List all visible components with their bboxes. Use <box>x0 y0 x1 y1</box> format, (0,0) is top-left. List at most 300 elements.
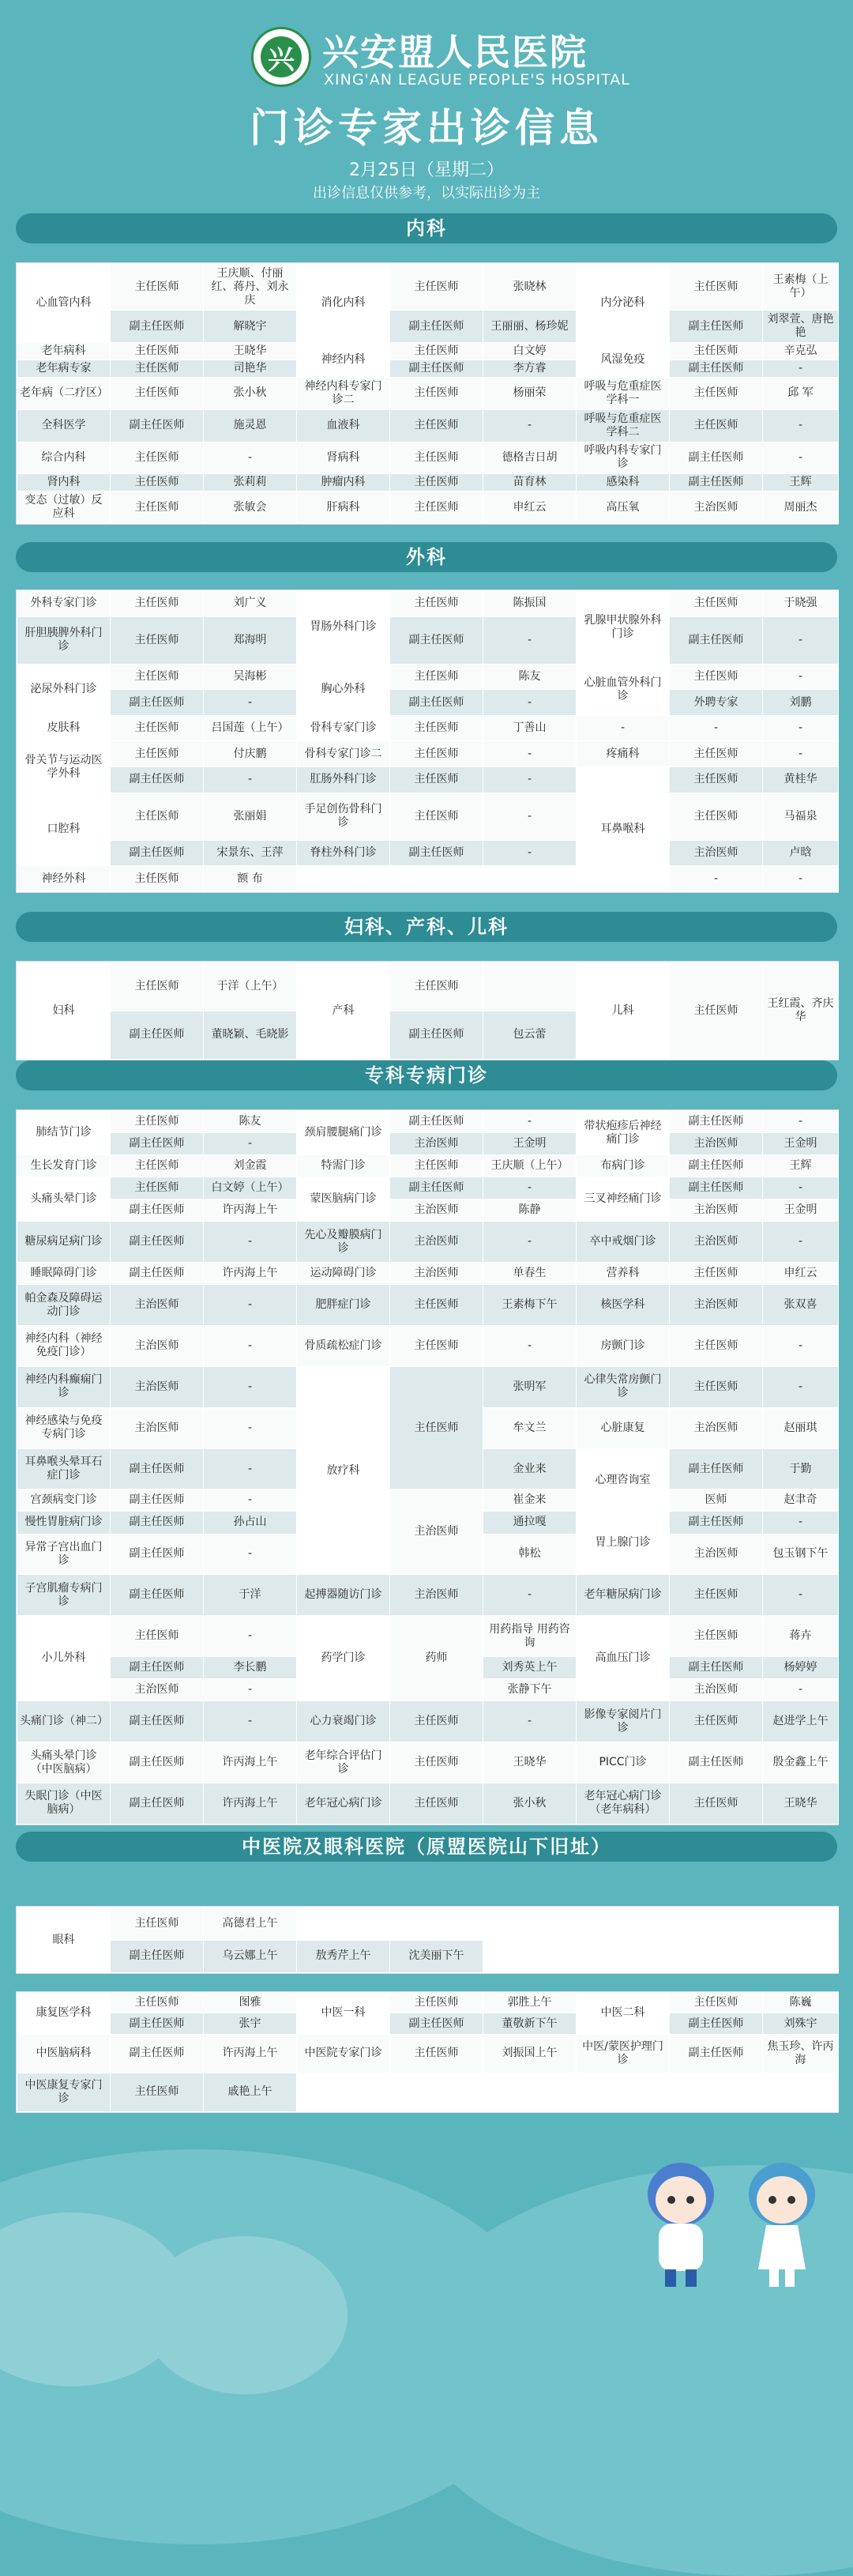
table-cell: - <box>204 1489 297 1512</box>
table-cell: 副主任医师 <box>390 1111 483 1133</box>
table-cell: 先心及瓣膜病门诊 <box>297 1222 390 1263</box>
table-cell: 董敬新下午 <box>483 2013 577 2034</box>
table-cell: 副主任医师 <box>111 1263 204 1285</box>
table-row <box>17 360 839 378</box>
table-row <box>17 866 839 892</box>
table-cell: 颈肩腰腿痛门诊 <box>297 1111 390 1155</box>
table-cell: 包玉钢下午 <box>763 1534 839 1575</box>
table-cell: 主任医师 <box>111 360 204 378</box>
table-cell: 眼科 <box>17 1908 111 1973</box>
table-cell: 主任医师 <box>390 715 483 741</box>
table-cell: 主任医师 <box>390 409 483 442</box>
table-cell: 王素梅下午 <box>483 1285 577 1326</box>
table-cell: 呼吸与危重症医学科二 <box>577 409 670 442</box>
table-cell: 单春生 <box>483 1263 577 1285</box>
table-cell: 中医康复专家门诊 <box>17 2073 111 2111</box>
schedule-table <box>16 1906 839 1974</box>
table-cell: 营养科 <box>577 1263 670 1285</box>
table-cell: 主任医师 <box>111 866 204 892</box>
table-cell: 于勤 <box>763 1448 839 1489</box>
table-cell: 主任医师 <box>670 1783 763 1824</box>
table-cell: 丁善山 <box>483 715 577 741</box>
table-cell: 副主任医师 <box>111 1701 204 1742</box>
section-header: 中医院及眼科医院（原盟医院山下旧址） <box>16 1832 837 1862</box>
table-cell: 主任医师 <box>111 715 204 741</box>
table-cell <box>297 2073 839 2111</box>
table-cell: - <box>204 1285 297 1326</box>
table-cell: 主任医师 <box>670 1575 763 1616</box>
table-cell: 杨丽荣 <box>483 378 577 410</box>
table-cell: 主治医师 <box>111 1407 204 1448</box>
table-cell: 卢晗 <box>763 840 839 866</box>
table-cell: 消化内科 <box>297 264 390 343</box>
table-cell: 神经内科专家门诊二 <box>297 378 390 410</box>
table-cell: 王红霞、齐庆华 <box>763 962 839 1060</box>
table-cell: PICC门诊 <box>577 1742 670 1783</box>
table-cell: 心脏康复 <box>577 1407 670 1448</box>
table-row <box>17 690 839 716</box>
table-cell: 副主任医师 <box>670 1657 763 1679</box>
table-cell: 主任医师 <box>670 664 763 690</box>
table-cell: 异常子宫出血门诊 <box>17 1534 111 1575</box>
table-cell: 神经内科（神经免疫门诊） <box>17 1325 111 1366</box>
table-cell: 副主任医师 <box>670 1512 763 1534</box>
table-cell: 马福泉 <box>763 793 839 840</box>
table-cell: 主治医师 <box>670 1679 763 1701</box>
table-cell: 苗育林 <box>483 474 577 491</box>
table-cell: 张敏会 <box>204 491 297 524</box>
table-cell: 心脏血管外科门诊 <box>577 664 670 715</box>
table-cell: 影像专家阅片门诊 <box>577 1701 670 1742</box>
table-cell: 主任医师 <box>111 962 204 1011</box>
table-cell: 主任医师 <box>670 591 763 617</box>
table-cell: 主任医师 <box>111 378 204 410</box>
table-cell: 副主任医师 <box>111 1534 204 1575</box>
table-cell: 老年综合评估门诊 <box>297 1742 390 1783</box>
table-cell: 副主任医师 <box>390 360 483 378</box>
table-row <box>17 840 839 866</box>
table-cell: 肝胆胰脾外科门诊 <box>17 616 111 664</box>
table-cell: - <box>204 1701 297 1742</box>
table-cell: - <box>204 1366 297 1407</box>
table-cell: 主任医师 <box>111 343 204 360</box>
table-cell: 陈友 <box>204 1111 297 1133</box>
table-cell: 司艳华 <box>204 360 297 378</box>
table-cell: 耳鼻喉科 <box>577 767 670 892</box>
table-row <box>17 664 839 690</box>
table-cell: 副主任医师 <box>111 1011 204 1060</box>
table-cell: 主任医师 <box>390 741 483 767</box>
table-cell: 张静下午 <box>483 1679 577 1701</box>
table-cell: 王晓华 <box>483 1742 577 1783</box>
table-cell: - <box>763 1177 839 1199</box>
table-cell: 主任医师 <box>670 793 763 840</box>
table-cell: - <box>670 715 763 741</box>
table-cell: - <box>204 690 297 716</box>
table-cell: 王晓华 <box>763 1783 839 1824</box>
table-cell: 副主任医师 <box>111 1448 204 1489</box>
table-cell: 副主任医师 <box>111 690 204 716</box>
table-cell: 主任医师 <box>390 264 483 311</box>
table-cell: 刘翠萱、唐艳艳 <box>763 311 839 343</box>
schedule-table <box>16 1991 839 2113</box>
table-cell: 李长鹏 <box>204 1657 297 1679</box>
table-cell: 综合内科 <box>17 442 111 474</box>
table-row <box>17 311 839 343</box>
table-cell: 帕金森及障碍运动门诊 <box>17 1285 111 1326</box>
table-cell: 殷金鑫上午 <box>763 1742 839 1783</box>
table-cell: 心律失常房颤门诊 <box>577 1366 670 1407</box>
table-row <box>17 1285 839 1326</box>
table-cell: 主治医师 <box>390 1199 483 1222</box>
table-cell: 许丙海上午 <box>204 1783 297 1824</box>
table-cell: 主任医师 <box>111 491 204 524</box>
table-cell: 主任医师 <box>390 2034 483 2073</box>
table-cell: 王辉 <box>763 1155 839 1177</box>
table-row <box>17 1742 839 1783</box>
table-cell: 主任医师 <box>390 1701 483 1742</box>
table-cell: 主任医师 <box>670 343 763 360</box>
table-cell: - <box>204 1616 297 1657</box>
table-cell: 儿科 <box>577 962 670 1060</box>
table-cell: 主任医师 <box>670 741 763 767</box>
table-cell: 放疗科 <box>297 1366 390 1575</box>
table-cell <box>297 1908 839 1941</box>
table-cell: 申红云 <box>483 491 577 524</box>
table-cell: 副主任医师 <box>390 690 483 716</box>
table-cell: 老年冠心病门诊（老年病科） <box>577 1783 670 1824</box>
table-cell: - <box>763 1222 839 1263</box>
table-cell: 主治医师 <box>111 1679 204 1701</box>
table-cell: 张双喜 <box>763 1285 839 1326</box>
table-cell: 主任医师 <box>390 1325 483 1366</box>
table-row <box>17 2013 839 2034</box>
table-cell: 张小秋 <box>483 1783 577 1824</box>
table-cell: 白文婷（上午） <box>204 1177 297 1199</box>
table-cell: 牟文兰 <box>483 1407 577 1448</box>
table-cell: 肾病科 <box>297 442 390 474</box>
table-cell: 主治医师 <box>390 1263 483 1285</box>
table-row <box>17 1783 839 1824</box>
table-cell: 副主任医师 <box>111 2013 204 2034</box>
table-cell: 药师 <box>390 1616 483 1701</box>
table-cell: 中医二科 <box>577 1993 670 2035</box>
table-cell: 主任医师 <box>111 474 204 491</box>
table-cell: 副主任医师 <box>670 1155 763 1177</box>
section-header: 外科 <box>16 542 837 572</box>
table-cell: - <box>763 1575 839 1616</box>
table-cell: 主治医师 <box>390 1133 483 1155</box>
table-cell: 副主任医师 <box>670 1177 763 1199</box>
table-cell: 主任医师 <box>390 1742 483 1783</box>
table-cell: 全科医学 <box>17 409 111 442</box>
table-cell: 副主任医师 <box>670 1742 763 1783</box>
table-cell: 赵聿奇 <box>763 1489 839 1512</box>
mascot-icon-2 <box>735 2159 829 2293</box>
table-cell: 副主任医师 <box>111 1222 204 1263</box>
table-cell: 胃肠外科门诊 <box>297 591 390 665</box>
table-cell: 副主任医师 <box>111 1940 204 1973</box>
table-cell: 心血管内科 <box>17 264 111 343</box>
table-cell: - <box>763 866 839 892</box>
section-header: 专科专病门诊 <box>16 1060 837 1090</box>
table-cell: 特需门诊 <box>297 1155 390 1177</box>
table-cell: 王庆顺（上午） <box>483 1155 577 1177</box>
table-cell: 内分泌科 <box>577 264 670 343</box>
table-cell: 副主任医师 <box>670 474 763 491</box>
table-cell: 主任医师 <box>111 2073 204 2111</box>
table-cell: 疼痛科 <box>577 741 670 767</box>
table-cell: 骨关节与运动医学外科 <box>17 741 111 793</box>
table-cell: 包云蕾 <box>483 1011 577 1060</box>
table-cell: 德格吉日胡 <box>483 442 577 474</box>
table-cell: 陈巍 <box>763 1993 839 2013</box>
table-cell: 副主任医师 <box>670 2034 763 2073</box>
table-cell: 神经外科 <box>17 866 111 892</box>
table-cell: 乳腺甲状腺外科门诊 <box>577 591 670 665</box>
table-cell: 副主任医师 <box>670 311 763 343</box>
table-cell: 主任医师 <box>670 1366 763 1407</box>
table-row <box>17 767 839 793</box>
table-cell: 主任医师 <box>670 1701 763 1742</box>
table-cell: 口腔科 <box>17 793 111 866</box>
table-cell: 副主任医师 <box>111 1657 204 1679</box>
table-cell: 主任医师 <box>111 1177 204 1199</box>
table-cell: - <box>483 793 577 840</box>
table-cell: 主任医师 <box>670 1616 763 1657</box>
table-cell: 小儿外科 <box>17 1616 111 1701</box>
table-cell: 主任医师 <box>111 1111 204 1133</box>
table-cell: 申红云 <box>763 1263 839 1285</box>
table-cell: 宋景东、王萍 <box>204 840 297 866</box>
table-cell: - <box>483 1177 577 1199</box>
table-cell: 周丽杰 <box>763 491 839 524</box>
table-cell: 神经内科 <box>297 343 390 378</box>
table-cell: 失眠门诊（中医脑病） <box>17 1783 111 1824</box>
table-cell: - <box>204 1325 297 1366</box>
table-cell: - <box>483 1111 577 1133</box>
table-cell: 额 布 <box>204 866 297 892</box>
table-cell: 副主任医师 <box>111 2034 204 2073</box>
table-cell: 许丙海上午 <box>204 2034 297 2073</box>
table-cell: 心理咨询室 <box>577 1448 670 1512</box>
table-cell: 主任医师 <box>111 616 204 664</box>
table-cell: 脊柱外科门诊 <box>297 840 390 866</box>
hospital-name: 兴安盟人民医院 <box>322 31 588 73</box>
table-cell: 肾内科 <box>17 474 111 491</box>
table-cell: 王晓华 <box>204 343 297 360</box>
table-cell: 肺结节门诊 <box>17 1111 111 1155</box>
table-cell: - <box>483 690 577 716</box>
table-cell: 赵丽琪 <box>763 1407 839 1448</box>
table-cell: 陈振国 <box>483 591 577 617</box>
table-cell: 蒋卉 <box>763 1616 839 1657</box>
table-cell: 主治医师 <box>390 1489 483 1575</box>
table-cell: 主治医师 <box>670 1133 763 1155</box>
table-cell: 王金明 <box>483 1133 577 1155</box>
table-cell: 呼吸与危重症医学科一 <box>577 378 670 410</box>
table-cell: - <box>204 1534 297 1575</box>
table-cell: 副主任医师 <box>670 442 763 474</box>
table-cell: 手足创伤骨科门诊 <box>297 793 390 840</box>
table-cell: 老年病专家 <box>17 360 111 378</box>
table-row <box>17 591 839 617</box>
table-cell: 主治医师 <box>390 1222 483 1263</box>
table-row <box>17 343 839 360</box>
table-cell: 医师 <box>670 1489 763 1512</box>
table-cell: 妇科 <box>17 962 111 1060</box>
table-cell: 主任医师 <box>111 591 204 617</box>
table-row <box>17 1133 839 1155</box>
table-cell: 主任医师 <box>390 767 483 793</box>
hospital-name-en: XING'AN LEAGUE PEOPLE'S HOSPITAL <box>324 71 630 89</box>
table-cell: 变态（过敏）反应科 <box>17 491 111 524</box>
table-cell: 老年病科 <box>17 343 111 360</box>
table-cell: 副主任医师 <box>111 1512 204 1534</box>
table-cell: 主任医师 <box>390 491 483 524</box>
table-cell: 金业来 <box>483 1448 577 1489</box>
table-row <box>17 2034 839 2073</box>
table-cell: 副主任医师 <box>111 1199 204 1222</box>
table-cell: 副主任医师 <box>390 1177 483 1199</box>
table-cell: 主治医师 <box>111 1325 204 1366</box>
table-cell: - <box>763 360 839 378</box>
schedule-table <box>16 589 839 893</box>
table-cell: 主任医师 <box>390 378 483 410</box>
table-cell: 张小秋 <box>204 378 297 410</box>
table-cell: 副主任医师 <box>111 409 204 442</box>
header <box>0 0 853 229</box>
table-row <box>17 793 839 840</box>
table-cell: 骨科专家门诊 <box>297 715 390 741</box>
table-cell: 副主任医师 <box>111 1489 204 1512</box>
table-cell: 主治医师 <box>670 840 763 866</box>
table-cell: 主任医师 <box>111 741 204 767</box>
table-cell: 头痛门诊（神二） <box>17 1701 111 1742</box>
table-cell: 主任医师 <box>111 1993 204 2013</box>
table-cell: 胃上腺门诊 <box>577 1512 670 1575</box>
table-cell: 骨质疏松症门诊 <box>297 1325 390 1366</box>
table-cell: - <box>204 1679 297 1701</box>
table-cell: 副主任医师 <box>111 1742 204 1783</box>
table-cell: 主治医师 <box>390 1575 483 1616</box>
table-row <box>17 474 839 491</box>
table-cell: 主任医师 <box>670 1325 763 1366</box>
table-cell: - <box>483 1222 577 1263</box>
schedule-table <box>16 961 839 1060</box>
table-cell: 主任医师 <box>111 793 204 840</box>
table-cell: - <box>763 1679 839 1701</box>
table-cell: 刘鹏 <box>763 690 839 716</box>
table-cell: 张丽娟 <box>204 793 297 840</box>
table-row <box>17 264 839 311</box>
table-cell: 白文婷 <box>483 343 577 360</box>
table-cell: 子宫肌瘤专病门诊 <box>17 1575 111 1616</box>
table-cell: 副主任医师 <box>390 840 483 866</box>
table-row <box>17 962 839 1011</box>
table-cell: 高血压门诊 <box>577 1616 670 1701</box>
table-row <box>17 1489 839 1512</box>
table-cell: 张明军 <box>483 1366 577 1407</box>
table-row <box>17 409 839 442</box>
table-cell: 吴海彬 <box>204 664 297 690</box>
table-cell: 蒙医脑病门诊 <box>297 1177 390 1222</box>
table-cell: - <box>763 409 839 442</box>
table-cell: 主任医师 <box>390 1285 483 1326</box>
notice-text: 出诊信息仅供参考，以实际出诊为主 <box>313 185 540 201</box>
table-cell: 王金明 <box>763 1133 839 1155</box>
table-row <box>17 1993 839 2013</box>
table-cell: 主任医师 <box>390 1993 483 2013</box>
table-cell: 主任医师 <box>670 767 763 793</box>
table-row <box>17 1155 839 1177</box>
table-cell: 王庆顺、付丽红、蒋丹、刘永庆 <box>204 264 297 311</box>
table-cell: 主任医师 <box>111 1155 204 1177</box>
table-cell: 骨科专家门诊二 <box>297 741 390 767</box>
table-cell: 刘殊宇 <box>763 2013 839 2034</box>
table-cell: - <box>483 1701 577 1742</box>
table-cell: 副主任医师 <box>111 311 204 343</box>
table-cell: 中医脑病科 <box>17 2034 111 2073</box>
table-cell: 副主任医师 <box>390 311 483 343</box>
table-cell: 主任医师 <box>390 591 483 617</box>
table-cell: - <box>204 442 297 474</box>
table-cell: 吕国莲（上午） <box>204 715 297 741</box>
table-cell: - <box>763 1325 839 1366</box>
table-cell: 带状疱疹后神经痛门诊 <box>577 1111 670 1155</box>
table-cell: - <box>204 1448 297 1489</box>
table-cell: - <box>763 1512 839 1534</box>
table-cell: 肥胖症门诊 <box>297 1285 390 1326</box>
table-cell: 感染科 <box>577 474 670 491</box>
table-cell <box>297 866 577 892</box>
table-cell: - <box>483 1575 577 1616</box>
table-cell: 主治医师 <box>111 1366 204 1407</box>
table-cell: 刘秀英上午 <box>483 1657 577 1679</box>
table-cell: 辛克弘 <box>763 343 839 360</box>
table-cell: 刘金霞 <box>204 1155 297 1177</box>
table-cell: 头痛头晕门诊（中医脑病） <box>17 1742 111 1783</box>
table-cell: - <box>763 664 839 690</box>
table-cell: 图雅 <box>204 1993 297 2013</box>
table-cell: - <box>483 840 577 866</box>
table-cell: 药学门诊 <box>297 1616 390 1701</box>
table-cell: 主任医师 <box>390 343 483 360</box>
table-cell <box>483 962 577 1011</box>
table-cell: 主任医师 <box>390 1366 483 1489</box>
table-cell: 慢性胃脏病门诊 <box>17 1512 111 1534</box>
table-row <box>17 442 839 474</box>
table-cell: 主任医师 <box>111 1616 204 1657</box>
table-row <box>17 1111 839 1133</box>
table-cell: 康复医学科 <box>17 1993 111 2035</box>
table-cell: 头痛头晕门诊 <box>17 1177 111 1222</box>
table-cell: 许丙海上午 <box>204 1263 297 1285</box>
table-cell: 通拉嘎 <box>483 1512 577 1534</box>
table-cell: 付庆鹏 <box>204 741 297 767</box>
table-cell: 副主任医师 <box>111 1133 204 1155</box>
table-cell: - <box>763 616 839 664</box>
table-cell: 中医一科 <box>297 1993 390 2035</box>
table-cell: - <box>670 866 763 892</box>
table-cell: - <box>483 741 577 767</box>
table-cell: 刘振国上午 <box>483 2034 577 2073</box>
table-cell: 主任医师 <box>111 442 204 474</box>
table-cell: 肛肠外科门诊 <box>297 767 390 793</box>
table-cell: 主任医师 <box>390 474 483 491</box>
table-cell: 卒中戒烟门诊 <box>577 1222 670 1263</box>
table-cell: 老年病（二疗区） <box>17 378 111 410</box>
